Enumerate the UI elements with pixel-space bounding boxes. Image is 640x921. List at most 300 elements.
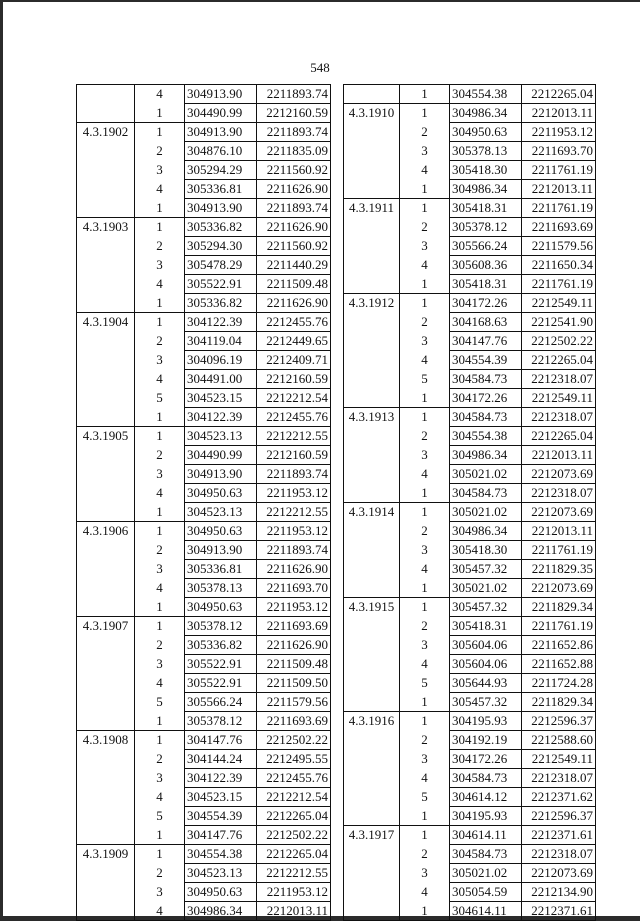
point-number-cell: 2 <box>400 123 450 142</box>
point-number-cell: 4 <box>400 465 450 484</box>
x-coordinate-cell: 305604.06 <box>450 655 522 674</box>
parcel-id-cell <box>344 636 400 655</box>
x-coordinate-cell: 305336.81 <box>185 560 257 579</box>
point-number-cell: 4 <box>135 579 185 598</box>
y-coordinate-cell: 2211761.19 <box>522 541 596 560</box>
x-coordinate-cell: 304490.99 <box>185 104 257 123</box>
x-coordinate-cell: 305378.12 <box>185 617 257 636</box>
y-coordinate-cell: 2212549.11 <box>522 294 596 313</box>
table-row <box>77 845 331 864</box>
table-row <box>77 370 331 389</box>
parcel-id-cell <box>77 579 135 598</box>
table-row <box>77 85 331 104</box>
point-number-cell: 1 <box>135 427 185 446</box>
y-coordinate-cell: 2211829.35 <box>522 560 596 579</box>
table-row <box>77 655 331 674</box>
y-coordinate-cell: 2212212.54 <box>257 389 331 408</box>
x-coordinate-cell: 305021.02 <box>450 579 522 598</box>
y-coordinate-cell: 2211650.34 <box>522 256 596 275</box>
point-number-cell: 1 <box>135 826 185 845</box>
y-coordinate-cell: 2212212.55 <box>257 503 331 522</box>
table-row <box>77 807 331 826</box>
x-coordinate-cell: 304144.24 <box>185 750 257 769</box>
parcel-id-cell <box>77 446 135 465</box>
table-row <box>77 484 331 503</box>
y-coordinate-cell: 2211761.19 <box>522 161 596 180</box>
point-number-cell: 2 <box>400 218 450 237</box>
table-row <box>344 674 596 693</box>
x-coordinate-cell: 305021.02 <box>450 503 522 522</box>
point-number-cell: 1 <box>135 218 185 237</box>
x-coordinate-cell: 304491.00 <box>185 370 257 389</box>
point-number-cell: 4 <box>400 351 450 370</box>
table-row <box>77 617 331 636</box>
y-coordinate-cell: 2211626.90 <box>257 294 331 313</box>
y-coordinate-cell: 2211693.70 <box>522 142 596 161</box>
point-number-cell: 1 <box>135 123 185 142</box>
y-coordinate-cell: 2212318.07 <box>522 845 596 864</box>
table-row <box>77 864 331 883</box>
y-coordinate-cell: 2211579.56 <box>257 693 331 712</box>
parcel-id-cell: 4.3.1917 <box>344 826 400 845</box>
y-coordinate-cell: 2212596.37 <box>522 807 596 826</box>
parcel-id-cell <box>77 332 135 351</box>
coordinates-table-right <box>343 84 596 921</box>
table-row <box>77 465 331 484</box>
table-row <box>344 161 596 180</box>
point-number-cell: 1 <box>135 503 185 522</box>
x-coordinate-cell: 304614.12 <box>450 788 522 807</box>
parcel-id-cell: 4.3.1910 <box>344 104 400 123</box>
x-coordinate-cell: 304554.39 <box>450 351 522 370</box>
parcel-id-cell <box>77 237 135 256</box>
table-row <box>77 180 331 199</box>
x-coordinate-cell: 305021.02 <box>450 465 522 484</box>
point-number-cell: 1 <box>135 617 185 636</box>
x-coordinate-cell: 305336.82 <box>185 218 257 237</box>
point-number-cell: 3 <box>400 237 450 256</box>
y-coordinate-cell: 2211652.88 <box>522 655 596 674</box>
y-coordinate-cell: 2211652.86 <box>522 636 596 655</box>
x-coordinate-cell: 305294.29 <box>185 161 257 180</box>
parcel-id-cell <box>344 332 400 351</box>
parcel-id-cell <box>77 826 135 845</box>
table-row <box>344 218 596 237</box>
point-number-cell: 1 <box>400 389 450 408</box>
table-row <box>77 826 331 845</box>
parcel-id-cell <box>77 560 135 579</box>
x-coordinate-cell: 304119.04 <box>185 332 257 351</box>
point-number-cell: 5 <box>400 370 450 389</box>
y-coordinate-cell: 2212502.22 <box>522 332 596 351</box>
x-coordinate-cell: 305336.81 <box>185 180 257 199</box>
table-row <box>344 104 596 123</box>
table-row <box>344 199 596 218</box>
x-coordinate-cell: 304172.26 <box>450 294 522 313</box>
point-number-cell: 3 <box>400 541 450 560</box>
parcel-id-cell <box>344 674 400 693</box>
x-coordinate-cell: 304490.99 <box>185 446 257 465</box>
parcel-id-cell: 4.3.1912 <box>344 294 400 313</box>
x-coordinate-cell: 305457.32 <box>450 598 522 617</box>
point-number-cell: 1 <box>400 408 450 427</box>
table-row <box>77 522 331 541</box>
x-coordinate-cell: 304554.38 <box>185 845 257 864</box>
x-coordinate-cell: 304913.90 <box>185 85 257 104</box>
x-coordinate-cell: 305608.36 <box>450 256 522 275</box>
x-coordinate-cell: 305457.32 <box>450 560 522 579</box>
y-coordinate-cell: 2211509.50 <box>257 674 331 693</box>
x-coordinate-cell: 304986.34 <box>450 522 522 541</box>
table-row <box>344 788 596 807</box>
x-coordinate-cell: 304614.11 <box>450 902 522 921</box>
y-coordinate-cell: 2212455.76 <box>257 408 331 427</box>
x-coordinate-cell: 304986.34 <box>450 446 522 465</box>
x-coordinate-cell: 304913.90 <box>185 541 257 560</box>
table-row <box>344 256 596 275</box>
y-coordinate-cell: 2212212.54 <box>257 788 331 807</box>
y-coordinate-cell: 2212265.04 <box>522 85 596 104</box>
parcel-id-cell <box>77 655 135 674</box>
x-coordinate-cell: 304172.26 <box>450 389 522 408</box>
parcel-id-cell <box>344 256 400 275</box>
point-number-cell: 1 <box>400 826 450 845</box>
x-coordinate-cell: 305566.24 <box>185 693 257 712</box>
point-number-cell: 4 <box>400 883 450 902</box>
parcel-id-cell <box>77 180 135 199</box>
parcel-id-cell <box>77 598 135 617</box>
table-row <box>77 142 331 161</box>
parcel-id-cell <box>344 617 400 636</box>
point-number-cell: 1 <box>135 104 185 123</box>
y-coordinate-cell: 2212371.62 <box>522 788 596 807</box>
parcel-id-cell <box>77 883 135 902</box>
parcel-id-cell: 4.3.1913 <box>344 408 400 427</box>
table-row <box>344 237 596 256</box>
y-coordinate-cell: 2211829.34 <box>522 693 596 712</box>
table-row <box>344 579 596 598</box>
point-number-cell: 3 <box>135 351 185 370</box>
parcel-id-cell <box>344 731 400 750</box>
y-coordinate-cell: 2212265.04 <box>257 845 331 864</box>
point-number-cell: 3 <box>400 446 450 465</box>
table-row <box>344 693 596 712</box>
parcel-id-cell: 4.3.1904 <box>77 313 135 332</box>
y-coordinate-cell: 2211893.74 <box>257 123 331 142</box>
coordinates-table-left <box>76 84 331 921</box>
y-coordinate-cell: 2212371.61 <box>522 826 596 845</box>
table-row <box>77 123 331 142</box>
parcel-id-cell <box>344 484 400 503</box>
y-coordinate-cell: 2212596.37 <box>522 712 596 731</box>
x-coordinate-cell: 304584.73 <box>450 484 522 503</box>
table-row <box>77 674 331 693</box>
x-coordinate-cell: 304584.73 <box>450 370 522 389</box>
y-coordinate-cell: 2211953.12 <box>257 484 331 503</box>
y-coordinate-cell: 2212073.69 <box>522 465 596 484</box>
point-number-cell: 3 <box>400 142 450 161</box>
parcel-id-cell <box>344 218 400 237</box>
point-number-cell: 3 <box>135 769 185 788</box>
parcel-id-cell <box>77 161 135 180</box>
point-number-cell: 1 <box>135 712 185 731</box>
table-row <box>344 446 596 465</box>
point-number-cell: 4 <box>400 769 450 788</box>
parcel-id-cell <box>344 123 400 142</box>
point-number-cell: 2 <box>400 313 450 332</box>
x-coordinate-cell: 305478.29 <box>185 256 257 275</box>
table-row <box>77 351 331 370</box>
x-coordinate-cell: 304122.39 <box>185 313 257 332</box>
parcel-id-cell <box>344 560 400 579</box>
point-number-cell: 3 <box>400 750 450 769</box>
point-number-cell: 4 <box>135 674 185 693</box>
x-coordinate-cell: 304168.63 <box>450 313 522 332</box>
parcel-id-cell <box>344 579 400 598</box>
table-row <box>344 180 596 199</box>
point-number-cell: 5 <box>135 693 185 712</box>
parcel-id-cell <box>344 161 400 180</box>
table-row <box>77 693 331 712</box>
y-coordinate-cell: 2212013.11 <box>522 180 596 199</box>
parcel-id-cell <box>77 142 135 161</box>
x-coordinate-cell: 305378.12 <box>450 218 522 237</box>
point-number-cell: 2 <box>135 636 185 655</box>
table-row <box>77 427 331 446</box>
x-coordinate-cell: 304986.34 <box>185 902 257 921</box>
y-coordinate-cell: 2211579.56 <box>522 237 596 256</box>
y-coordinate-cell: 2211509.48 <box>257 655 331 674</box>
y-coordinate-cell: 2211724.28 <box>522 674 596 693</box>
y-coordinate-cell: 2211893.74 <box>257 465 331 484</box>
y-coordinate-cell: 2212318.07 <box>522 370 596 389</box>
parcel-id-cell <box>344 237 400 256</box>
y-coordinate-cell: 2211829.34 <box>522 598 596 617</box>
y-coordinate-cell: 2212318.07 <box>522 408 596 427</box>
point-number-cell: 2 <box>400 617 450 636</box>
table-row <box>344 275 596 294</box>
x-coordinate-cell: 304554.38 <box>450 427 522 446</box>
x-coordinate-cell: 304523.15 <box>185 788 257 807</box>
point-number-cell: 1 <box>400 275 450 294</box>
table-row <box>344 617 596 636</box>
x-coordinate-cell: 304096.19 <box>185 351 257 370</box>
parcel-id-cell <box>77 636 135 655</box>
y-coordinate-cell: 2211626.90 <box>257 218 331 237</box>
point-number-cell: 2 <box>135 237 185 256</box>
y-coordinate-cell: 2212265.04 <box>522 351 596 370</box>
point-number-cell: 3 <box>400 332 450 351</box>
y-coordinate-cell: 2212265.04 <box>257 807 331 826</box>
table-row <box>77 161 331 180</box>
parcel-id-cell <box>344 788 400 807</box>
point-number-cell: 4 <box>135 180 185 199</box>
y-coordinate-cell: 2211835.09 <box>257 142 331 161</box>
point-number-cell: 5 <box>400 788 450 807</box>
parcel-id-cell <box>77 864 135 883</box>
y-coordinate-cell: 2212160.59 <box>257 446 331 465</box>
page-number: 548 <box>310 60 330 75</box>
y-coordinate-cell: 2212013.11 <box>522 104 596 123</box>
x-coordinate-cell: 304554.39 <box>185 807 257 826</box>
y-coordinate-cell: 2212160.59 <box>257 104 331 123</box>
x-coordinate-cell: 304122.39 <box>185 408 257 427</box>
y-coordinate-cell: 2211560.92 <box>257 237 331 256</box>
parcel-id-cell <box>344 902 400 921</box>
scan-border-left <box>0 0 3 921</box>
table-row <box>77 275 331 294</box>
parcel-id-cell <box>77 712 135 731</box>
parcel-id-cell <box>77 674 135 693</box>
point-number-cell: 4 <box>400 161 450 180</box>
x-coordinate-cell: 304172.26 <box>450 750 522 769</box>
point-number-cell: 1 <box>400 180 450 199</box>
parcel-id-cell <box>344 427 400 446</box>
table-row <box>77 560 331 579</box>
y-coordinate-cell: 2211953.12 <box>257 883 331 902</box>
scan-border-top <box>0 0 640 2</box>
table-row <box>77 902 331 921</box>
x-coordinate-cell: 304523.13 <box>185 864 257 883</box>
y-coordinate-cell: 2212409.71 <box>257 351 331 370</box>
parcel-id-cell: 4.3.1902 <box>77 123 135 142</box>
table-row <box>344 750 596 769</box>
x-coordinate-cell: 305522.91 <box>185 655 257 674</box>
point-number-cell: 2 <box>135 446 185 465</box>
table-row <box>77 237 331 256</box>
x-coordinate-cell: 304950.63 <box>185 484 257 503</box>
x-coordinate-cell: 305378.13 <box>185 579 257 598</box>
table-row <box>344 522 596 541</box>
y-coordinate-cell: 2212212.55 <box>257 864 331 883</box>
table-row <box>344 883 596 902</box>
table-row <box>77 104 331 123</box>
table-row <box>344 351 596 370</box>
table-row <box>344 769 596 788</box>
y-coordinate-cell: 2211626.90 <box>257 636 331 655</box>
y-coordinate-cell: 2212371.61 <box>522 902 596 921</box>
y-coordinate-cell: 2212588.60 <box>522 731 596 750</box>
y-coordinate-cell: 2211893.74 <box>257 199 331 218</box>
x-coordinate-cell: 304192.19 <box>450 731 522 750</box>
table-row <box>77 636 331 655</box>
y-coordinate-cell: 2211626.90 <box>257 180 331 199</box>
y-coordinate-cell: 2212134.90 <box>522 883 596 902</box>
point-number-cell: 2 <box>135 142 185 161</box>
parcel-id-cell <box>344 655 400 674</box>
point-number-cell: 4 <box>400 560 450 579</box>
table-row <box>77 408 331 427</box>
parcel-id-cell <box>77 693 135 712</box>
x-coordinate-cell: 304147.76 <box>185 826 257 845</box>
parcel-id-cell <box>77 85 135 104</box>
point-number-cell: 4 <box>135 370 185 389</box>
point-number-cell: 1 <box>135 845 185 864</box>
x-coordinate-cell: 304147.76 <box>185 731 257 750</box>
parcel-id-cell: 4.3.1907 <box>77 617 135 636</box>
parcel-id-cell <box>77 484 135 503</box>
table-row <box>77 332 331 351</box>
table-row <box>344 465 596 484</box>
point-number-cell: 3 <box>135 465 185 484</box>
x-coordinate-cell: 304986.34 <box>450 180 522 199</box>
table-row <box>77 788 331 807</box>
x-coordinate-cell: 305336.82 <box>185 294 257 313</box>
parcel-id-cell <box>344 522 400 541</box>
parcel-id-cell: 4.3.1905 <box>77 427 135 446</box>
parcel-id-cell <box>77 902 135 921</box>
x-coordinate-cell: 304584.73 <box>450 408 522 427</box>
x-coordinate-cell: 305378.13 <box>450 142 522 161</box>
point-number-cell: 1 <box>400 807 450 826</box>
point-number-cell: 3 <box>400 864 450 883</box>
parcel-id-cell <box>77 788 135 807</box>
x-coordinate-cell: 304195.93 <box>450 712 522 731</box>
table-row <box>344 712 596 731</box>
table-row <box>344 294 596 313</box>
y-coordinate-cell: 2212549.11 <box>522 389 596 408</box>
parcel-id-cell <box>77 351 135 370</box>
parcel-id-cell: 4.3.1909 <box>77 845 135 864</box>
x-coordinate-cell: 304913.90 <box>185 199 257 218</box>
parcel-id-cell <box>77 769 135 788</box>
x-coordinate-cell: 304147.76 <box>450 332 522 351</box>
y-coordinate-cell: 2212541.90 <box>522 313 596 332</box>
x-coordinate-cell: 304950.63 <box>185 883 257 902</box>
table-row <box>77 769 331 788</box>
table-row <box>344 484 596 503</box>
parcel-id-cell <box>344 313 400 332</box>
parcel-id-cell: 4.3.1903 <box>77 218 135 237</box>
point-number-cell: 2 <box>135 864 185 883</box>
y-coordinate-cell: 2212013.11 <box>522 446 596 465</box>
table-row <box>344 541 596 560</box>
table-row <box>344 85 596 104</box>
point-number-cell: 1 <box>400 712 450 731</box>
table-row <box>344 370 596 389</box>
point-number-cell: 1 <box>400 579 450 598</box>
point-number-cell: 1 <box>400 104 450 123</box>
point-number-cell: 1 <box>135 522 185 541</box>
parcel-id-cell <box>344 351 400 370</box>
parcel-id-cell <box>77 408 135 427</box>
y-coordinate-cell: 2212073.69 <box>522 864 596 883</box>
table-row <box>344 427 596 446</box>
table-row <box>77 218 331 237</box>
table-row <box>344 313 596 332</box>
y-coordinate-cell: 2211440.29 <box>257 256 331 275</box>
x-coordinate-cell: 304523.13 <box>185 427 257 446</box>
y-coordinate-cell: 2211893.74 <box>257 85 331 104</box>
parcel-id-cell <box>77 294 135 313</box>
point-number-cell: 2 <box>400 845 450 864</box>
parcel-id-cell <box>77 465 135 484</box>
parcel-id-cell: 4.3.1911 <box>344 199 400 218</box>
table-row <box>344 636 596 655</box>
parcel-id-cell <box>344 446 400 465</box>
x-coordinate-cell: 305418.31 <box>450 199 522 218</box>
table-row <box>344 731 596 750</box>
parcel-id-cell <box>77 256 135 275</box>
x-coordinate-cell: 305522.91 <box>185 674 257 693</box>
y-coordinate-cell: 2212495.55 <box>257 750 331 769</box>
table-row <box>77 883 331 902</box>
point-number-cell: 1 <box>400 294 450 313</box>
parcel-id-cell <box>344 275 400 294</box>
table-row <box>77 750 331 769</box>
table-row <box>77 446 331 465</box>
x-coordinate-cell: 304876.10 <box>185 142 257 161</box>
